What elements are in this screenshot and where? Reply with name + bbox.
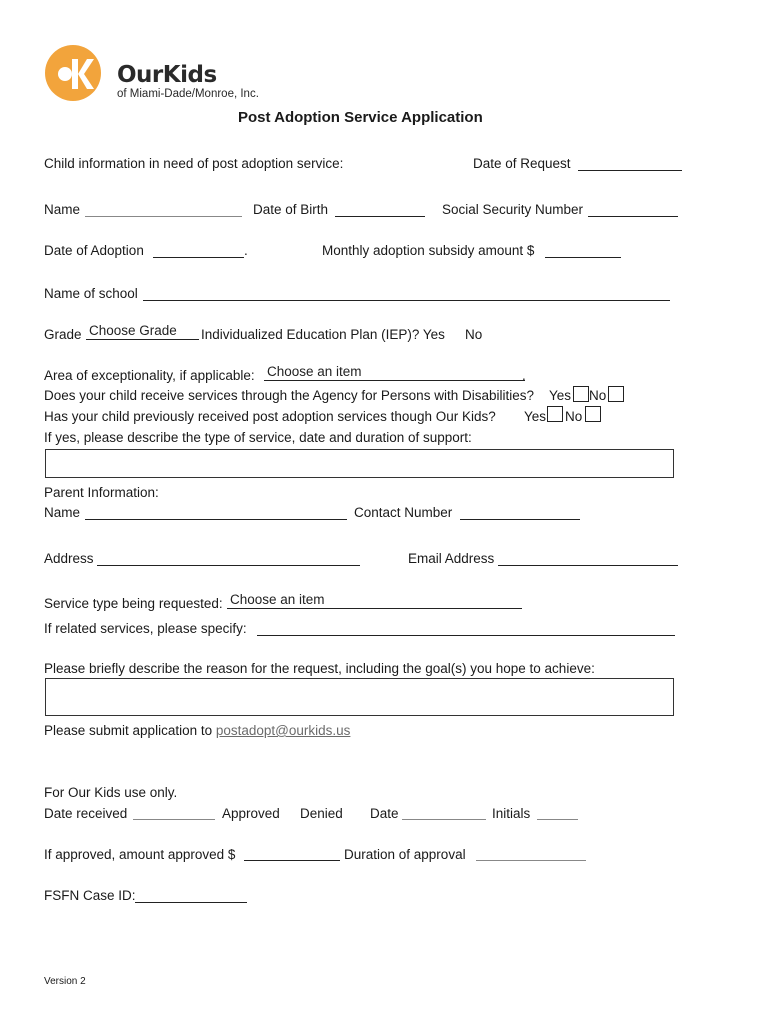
prev-yes-label: Yes [524, 409, 547, 424]
date-received-field[interactable] [133, 819, 215, 820]
exceptionality-dropdown[interactable]: Choose an item [264, 364, 525, 381]
date-of-adoption-field[interactable] [153, 257, 244, 258]
school-field[interactable] [143, 300, 670, 301]
version-label: Version 2 [44, 976, 86, 987]
amount-approved-label: If approved, amount approved $ [44, 847, 236, 862]
child-name-label: Name [44, 202, 81, 217]
duration-field[interactable] [476, 860, 586, 861]
denied-label: Denied [300, 806, 343, 821]
prev-no-checkbox[interactable] [585, 406, 601, 422]
child-info-heading: Child information in need of post adoption service: [44, 156, 344, 171]
exceptionality-label: Area of exceptionality, if applicable: [44, 368, 255, 383]
dob-label: Date of Birth [253, 202, 329, 217]
service-type-dropdown[interactable]: Choose an item [227, 592, 522, 609]
service-description-textbox[interactable] [45, 449, 674, 478]
reason-label: Please briefly describe the reason for the request, including the goal(s) you hope to achieve: [44, 661, 595, 676]
ssn-label: Social Security Number [442, 202, 584, 217]
iep-label: Individualized Education Plan (IEP)? Yes [201, 327, 445, 342]
office-date-label: Date [370, 806, 399, 821]
grade-dropdown[interactable]: Choose Grade [86, 323, 199, 340]
initials-field[interactable] [537, 819, 578, 820]
email-field[interactable] [498, 565, 678, 566]
apd-yes-label: Yes [549, 388, 572, 403]
prev-yes-checkbox[interactable] [547, 406, 563, 422]
duration-label: Duration of approval [344, 847, 466, 862]
iep-no-label[interactable]: No [465, 327, 483, 342]
address-label: Address [44, 551, 94, 566]
describe-label: If yes, please describe the type of service, date and duration of support: [44, 430, 472, 445]
ssn-field[interactable] [588, 216, 678, 217]
parent-name-field[interactable] [85, 519, 347, 520]
ourkids-logo-icon [45, 45, 101, 101]
contact-number-label: Contact Number [354, 505, 453, 520]
contact-number-field[interactable] [460, 519, 580, 520]
apd-no-checkbox[interactable] [608, 386, 624, 402]
logo-name: OurKids [117, 62, 217, 88]
apd-question: Does your child receive services through the Agency for Persons with Disabilities? [44, 388, 534, 403]
initials-label: Initials [492, 806, 531, 821]
parent-name-label: Name [44, 505, 81, 520]
page-title: Post Adoption Service Application [238, 109, 483, 126]
subsidy-field[interactable] [545, 257, 621, 258]
fsfn-field[interactable] [135, 902, 247, 903]
subsidy-label: Monthly adoption subsidy amount $ [322, 243, 535, 258]
fsfn-label: FSFN Case ID: [44, 888, 136, 903]
apd-no-label: No [589, 388, 607, 403]
service-type-label: Service type being requested: [44, 596, 223, 611]
submit-email-link[interactable]: postadopt@ourkids.us [215, 723, 351, 738]
amount-approved-field[interactable] [244, 860, 340, 861]
related-services-field[interactable] [257, 635, 675, 636]
related-services-label: If related services, please specify: [44, 621, 247, 636]
date-received-label: Date received [44, 806, 128, 821]
email-label: Email Address [408, 551, 495, 566]
approved-label: Approved [222, 806, 280, 821]
grade-label: Grade [44, 327, 82, 342]
logo-subtitle: of Miami-Dade/Monroe, Inc. [117, 88, 259, 100]
submit-label [44, 722, 350, 739]
school-label: Name of school [44, 286, 138, 301]
apd-yes-checkbox[interactable] [573, 386, 589, 402]
child-name-field[interactable] [85, 216, 242, 217]
dob-field[interactable] [335, 216, 425, 217]
prev-services-question: Has your child previously received post adoption services though Our Kids? [44, 409, 496, 424]
date-of-adoption-label: Date of Adoption [44, 243, 144, 258]
office-use-heading: For Our Kids use only. [44, 785, 178, 800]
parent-info-heading: Parent Information: [44, 485, 159, 500]
reason-textbox[interactable] [45, 678, 674, 716]
office-date-field[interactable] [402, 819, 486, 820]
date-of-request-field[interactable] [578, 170, 682, 171]
date-of-adoption-dot: . [244, 243, 248, 258]
submit-prefix: Please submit application to [44, 723, 213, 738]
address-field[interactable] [97, 565, 360, 566]
prev-no-label: No [565, 409, 583, 424]
date-of-request-label: Date of Request [473, 156, 571, 171]
exceptionality-dot: . [522, 368, 526, 383]
